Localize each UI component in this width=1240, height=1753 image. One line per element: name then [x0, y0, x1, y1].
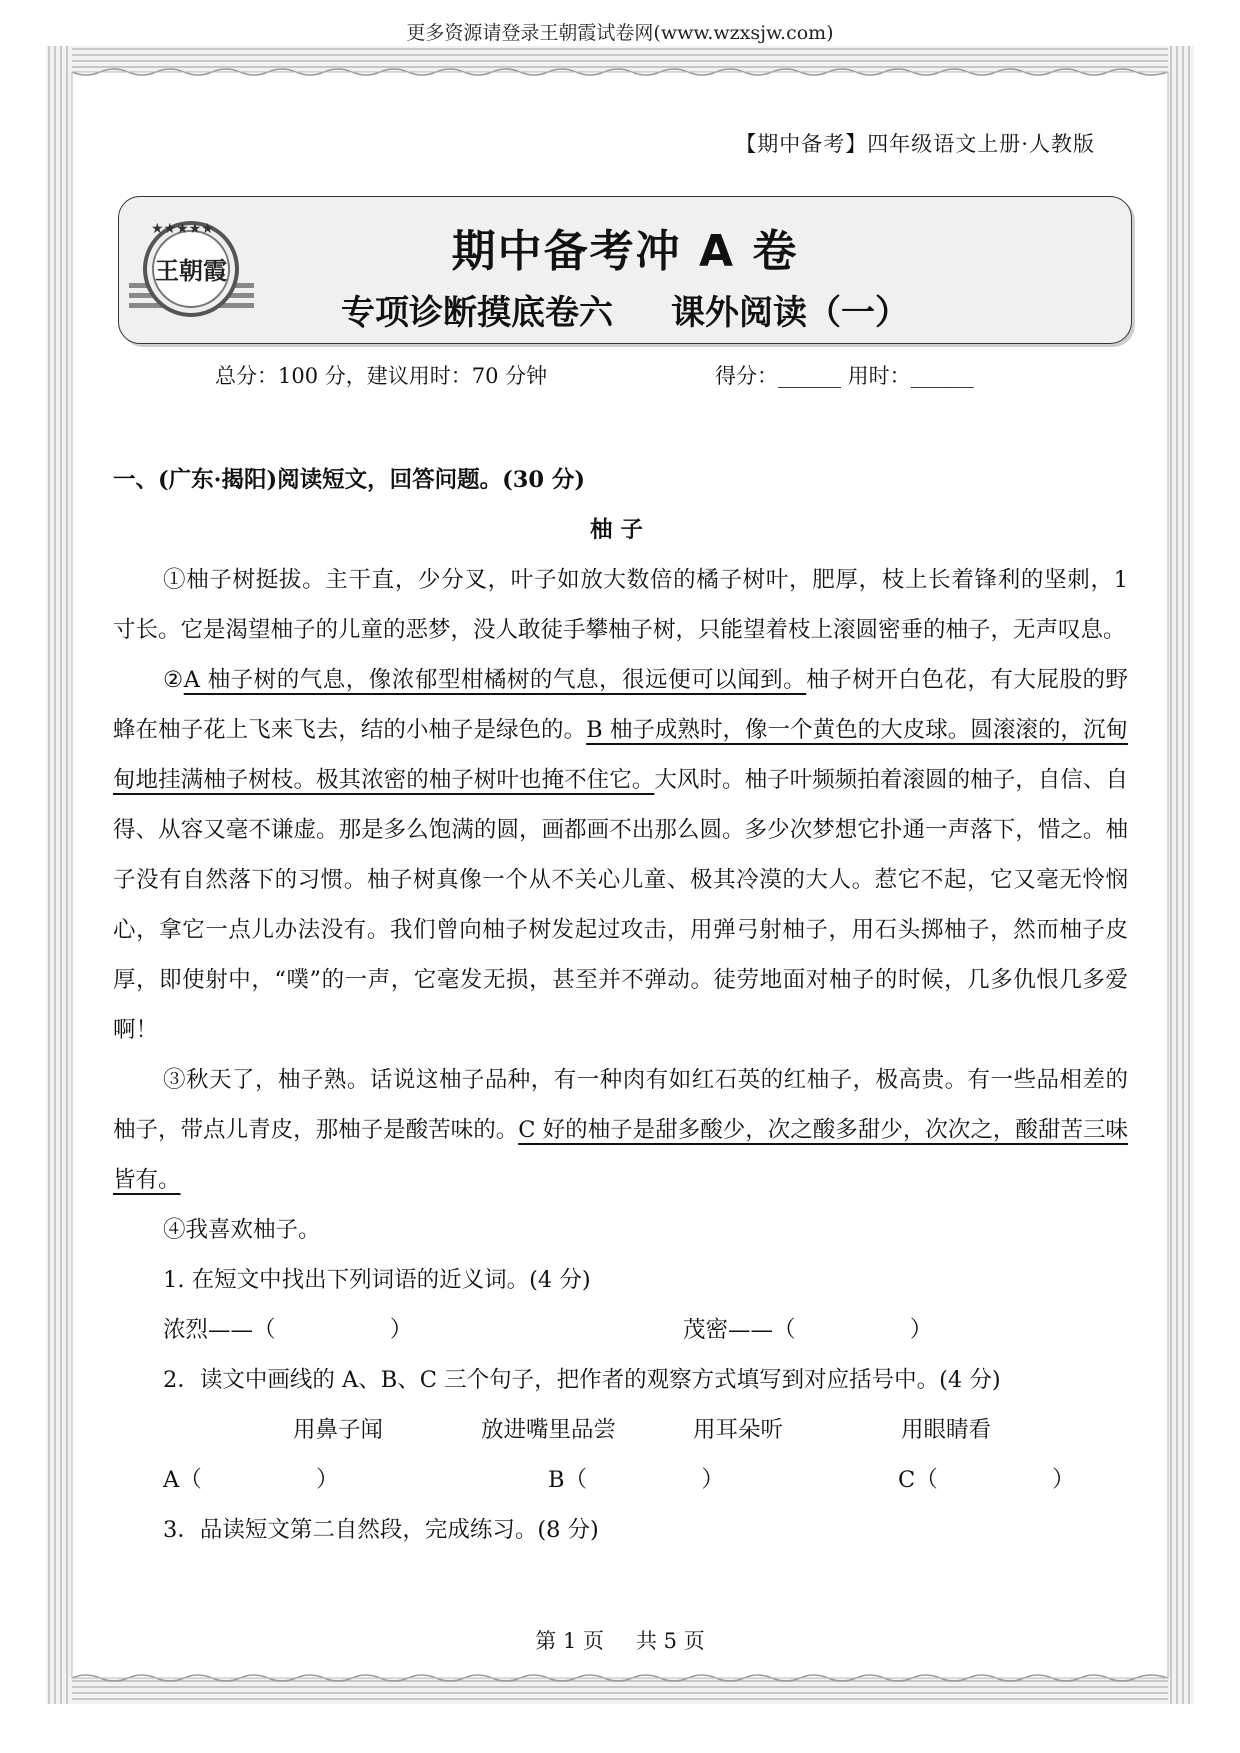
paragraph-4: ④我喜欢柚子。 — [163, 1217, 321, 1243]
question-1: 1. 在短文中找出下列词语的近义词。(4 分) — [163, 1267, 591, 1293]
answer-blank-1[interactable]: 浓烈——（ ） — [163, 1317, 413, 1343]
subtitle-left: 专项诊断摸底卷六 — [341, 293, 613, 333]
question-3: 3．品读短文第二自然段，完成练习。(8 分) — [163, 1517, 599, 1543]
answer-blank-c[interactable]: C（ ） — [898, 1467, 1075, 1493]
option-item: 放进嘴里品尝 — [481, 1417, 617, 1443]
paragraph-1: ①柚子树挺拔。主干直，少分叉，叶子如放大数倍的橘子树叶，肥厚，枝上长着锋利的坚刺，1 寸长。它是渴望柚子的儿童的恶梦，没人敢徒手攀柚子树，只能望着枝上滚圆密垂的柚子，无声叹息。 — [113, 567, 1128, 643]
series-label: 【期中备考】四年级语文上册·人教版 — [735, 132, 1095, 156]
question-2: 2．读文中画线的 A、B、C 三个句子，把作者的观察方式填写到对应括号中。(4 分) — [163, 1367, 1001, 1393]
option-item: 用耳朵听 — [693, 1417, 784, 1443]
svg-text:★★★★★: ★★★★★ — [151, 221, 214, 237]
answer-blank-2[interactable]: 茂密——（ ） — [683, 1317, 933, 1343]
question-1-answers — [113, 1305, 1128, 1355]
paragraph-3: ③秋天了，柚子熟。话说这柚子品种，有一种肉有如红石英的红柚子，极高贵。有一些品相差的柚子，带点儿青皮，那柚子是酸苦味的。C 好的柚子是甜多酸少，次之酸多甜少，次次之，酸甜苦三味皆有。 — [113, 1067, 1128, 1193]
question-2-options — [113, 1405, 1128, 1455]
page-title: 期中备考冲 A 卷 — [451, 226, 799, 277]
score-info: 总分：100 分，建议用时：70 分钟 — [215, 364, 548, 388]
page-footer — [0, 1625, 1240, 1655]
section-heading: 一、(广东·揭阳)阅读短文，回答问题。(30 分) — [113, 467, 586, 493]
page-subtitle — [119, 285, 1131, 334]
title-banner — [118, 196, 1132, 344]
article-title: 柚子 — [589, 517, 651, 543]
exam-content — [113, 455, 1128, 1555]
sentence-a: A 柚子树的气息，像浓郁型柑橘树的气息，很远便可以闻到。 — [183, 667, 807, 693]
answer-blank-b[interactable]: B（ ） — [548, 1467, 724, 1493]
option-item: 用眼睛看 — [901, 1417, 992, 1443]
sentence-c: C 好的柚子是甜多酸少，次之酸多甜少，次次之，酸甜苦三味皆有。 — [113, 1117, 1128, 1193]
subtitle-right: 课外阅读（一） — [671, 293, 909, 333]
page-total: 共 5 页 — [636, 1629, 705, 1653]
answer-blank-a[interactable]: A（ ） — [163, 1467, 339, 1493]
logo-text: 王朝霞 — [155, 256, 227, 285]
score-fields: 得分：______ 用时：______ — [715, 364, 974, 388]
header-note: 更多资源请登录王朝霞试卷网(www.wzxsjw.com) — [406, 22, 834, 44]
paragraph-2: ②A 柚子树的气息，像浓郁型柑橘树的气息，很远便可以闻到。柚子树开白色花，有大屁股的野蜂在柚子花上飞来飞去，结的小柚子是绿色的。B 柚子成熟时，像一个黄色的大皮球。圆滚滚的，沉甸甸地挂满柚子树枝。极其浓密的柚子树叶也掩不住它。大风时。柚子叶频频拍着滚圆的柚子，自信、自得、从容又毫不谦虚。那是多么饱满的圆，画都画不出那么圆。多少次梦想它扑通一声落下，惜之。柚子没有自然落下的习惯。柚子树真像一个从不关心儿童、极其冷漠的大人。惹它不起，它又毫无怜悯心，拿它一点儿办法没有。我们曾向柚子树发起过攻击，用弹弓射柚子，用石头掷柚子，然而柚子皮厚，即使射中，“噗”的一声，它毫发无损，甚至并不弹动。徒劳地面对柚子的时候，几多仇恨几多爱啊！ — [113, 667, 1128, 1043]
page-number: 第 1 页 — [535, 1629, 604, 1653]
question-2-answers — [113, 1455, 1128, 1505]
sentence-b: B 柚子成熟时，像一个黄色的大皮球。圆滚滚的，沉甸甸地挂满柚子树枝。极其浓密的柚子树叶也掩不住它。 — [113, 717, 1128, 793]
option-item: 用鼻子闻 — [293, 1417, 384, 1443]
